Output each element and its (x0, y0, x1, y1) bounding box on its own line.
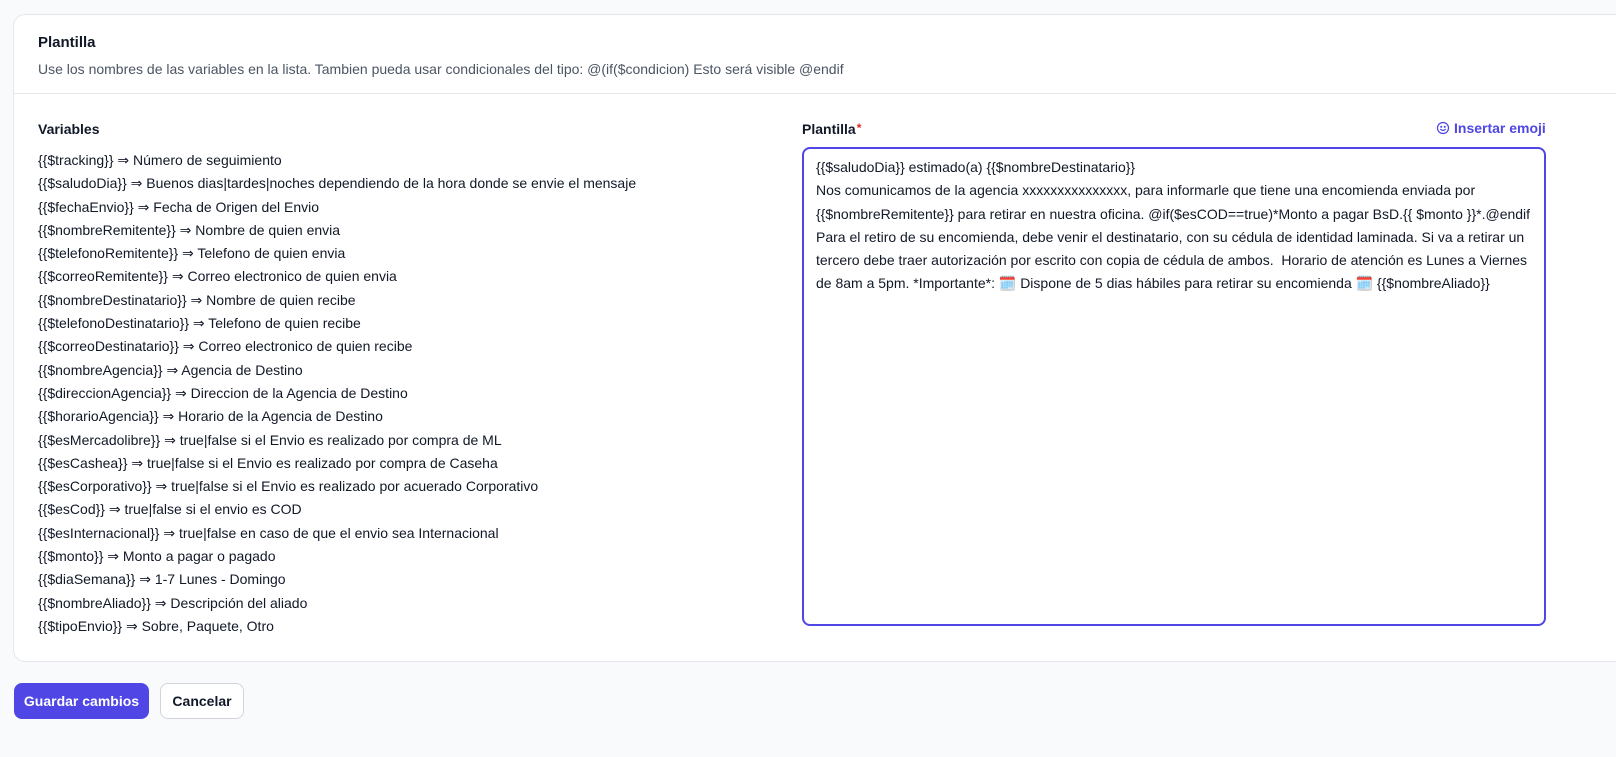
variable-item: {{$saludoDia}} ⇒ Buenos dias|tardes|noches dependiendo de la hora donde se envie el mensaje (38, 175, 637, 192)
variables-list (38, 149, 636, 638)
variable-item: {{$telefonoDestinatario}} ⇒ Telefono de quien recibe (38, 315, 361, 332)
template-label-text: Plantilla (802, 121, 856, 137)
required-marker: * (856, 121, 862, 135)
variable-item: {{$horarioAgencia}} ⇒ Horario de la Agencia de Destino (38, 408, 383, 425)
variables-label: Variables (38, 121, 100, 137)
variable-item: {{$diaSemana}} ⇒ 1-7 Lunes - Domingo (38, 571, 286, 588)
save-button[interactable]: Guardar cambios (14, 683, 149, 719)
variable-item: {{$esCorporativo}} ⇒ true|false si el Envio es realizado por acuerado Corporativo (38, 478, 539, 495)
variable-item: {{$esCashea}} ⇒ true|false si el Envio es realizado por compra de Caseha (38, 454, 498, 471)
variable-item: {{$monto}} ⇒ Monto a pagar o pagado (38, 548, 276, 565)
variable-item: {{$nombreRemitente}} ⇒ Nombre de quien envia (38, 221, 341, 238)
variable-item: {{$esCod}} ⇒ true|false si el envio es COD (38, 501, 302, 518)
insert-emoji-button[interactable] (1436, 120, 1546, 136)
variable-item: {{$nombreAliado}} ⇒ Descripción del aliado (38, 594, 308, 611)
variable-item: {{$direccionAgencia}} ⇒ Direccion de la Agencia de Destino (38, 384, 408, 401)
variable-item: {{$nombreAgencia}} ⇒ Agencia de Destino (38, 361, 303, 378)
variable-item: {{$esMercadolibre}} ⇒ true|false si el Envio es realizado por compra de ML (38, 431, 502, 448)
template-card (13, 14, 1616, 662)
variable-item: {{$correoRemitente}} ⇒ Correo electronico de quien envia (38, 268, 397, 285)
variable-item: {{$fechaEnvio}} ⇒ Fecha de Origen del Envio (38, 198, 320, 215)
card-header (14, 15, 1616, 94)
variable-item: {{$tracking}} ⇒ Número de seguimiento (38, 152, 282, 168)
template-label (802, 121, 861, 137)
insert-emoji-label: Insertar emoji (1454, 120, 1546, 136)
variable-item: {{$esInternacional}} ⇒ true|false en caso de que el envio sea Internacional (38, 524, 499, 541)
cancel-button[interactable]: Cancelar (160, 683, 244, 719)
template-textarea[interactable]: {{$saludoDia}} estimado(a) {{$nombreDestinatario}} Nos comunicamos de la agencia xxxxxxxxxxxxxxx, para informarle que tiene una encomienda enviada por {{$nombreRemitente}} para retirar en nuestra oficina. @if($esCOD==true)*Monto a pagar BsD.{{ $monto }}*.@endif Para el retiro de su encomienda, debe venir el destinatario, con su cédula de identidad laminada. Si va a retirar un tercero debe traer autorización por escrito con copia de cédula de ambos. Horario de atención es Lunes a Viernes de 8am a 5pm. *Importante*: 🗓️ Dispone de 5 dias hábiles para retirar su encomienda 🗓️ {{$nombreAliado}} (802, 147, 1546, 626)
variable-item: {{$tipoEnvio}} ⇒ Sobre, Paquete, Otro (38, 617, 274, 634)
variable-item: {{$telefonoRemitente}} ⇒ Telefono de quien envia (38, 245, 346, 262)
smiley-icon (1436, 121, 1450, 135)
section-title: Plantilla (38, 34, 96, 51)
variable-item: {{$correoDestinatario}} ⇒ Correo electronico de quien recibe (38, 338, 413, 355)
variable-item: {{$nombreDestinatario}} ⇒ Nombre de quien recibe (38, 291, 356, 308)
section-description: Use los nombres de las variables en la lista. Tambien pueda usar condicionales del tipo: @(if($condicion) Esto será visible @endif (38, 61, 844, 77)
